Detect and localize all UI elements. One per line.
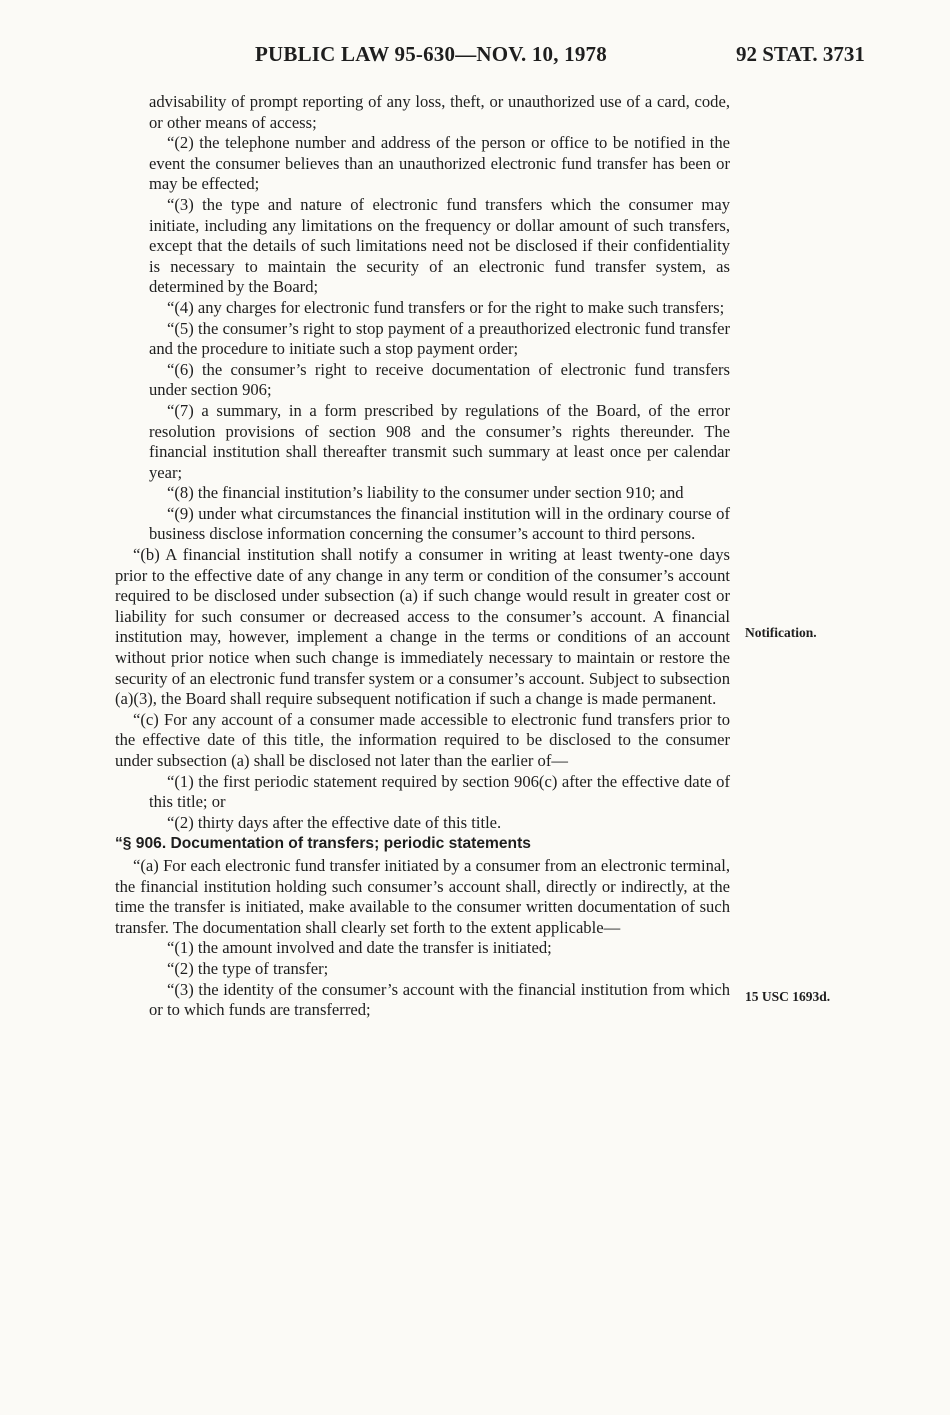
paragraph-a6: “(6) the consumer’s right to receive documentation of electronic fund transfers under section 906; — [149, 359, 730, 400]
paragraph-1-continued: advisability of prompt reporting of any loss, theft, or unauthorized use of a card, code, or other means of access; — [149, 92, 730, 132]
section-906-a: “(a) For each electronic fund transfer initiated by a consumer from an electronic terminal, the financial institution holding such consumer’s account shall, directly or indirectly, at the time the transfer is initiated, make available to the consumer written documentation of such transfer. The documentation shall clearly set forth to the extent applicable— — [115, 855, 730, 937]
paragraph-a4: “(4) any charges for electronic fund transfers or for the right to make such transfers; — [167, 297, 725, 317]
paragraph-906-a1: “(1) the amount involved and date the transfer is initiated; — [167, 938, 552, 958]
paragraph-a8: “(8) the financial institution’s liability to the consumer under section 910; and — [167, 483, 684, 503]
paragraph-906-a2: “(2) the type of transfer; — [167, 958, 329, 978]
statute-page-number: 92 STAT. 3731 — [736, 42, 865, 66]
paragraph-c1: “(1) the first periodic statement required by section 906(c) after the effective date of this title; or — [149, 771, 730, 812]
running-header-title: PUBLIC LAW 95-630—NOV. 10, 1978 — [255, 42, 607, 66]
statute-body — [115, 92, 730, 1021]
paragraph-a7: “(7) a summary, in a form prescribed by regulations of the Board, of the error resolution provisions of section 908 and the consumer’s rights thereunder. The financial institution shall thereafter transmit such summary at least once per calendar year; — [149, 400, 730, 482]
paragraph-906-a3: “(3) the identity of the consumer’s account with the financial institution from which or to which funds are transferred; — [149, 979, 730, 1020]
paragraph-a5: “(5) the consumer’s right to stop payment of a preauthorized electronic fund transfer and the procedure to initiate such a stop payment order; — [149, 318, 730, 359]
subsection-c: “(c) For any account of a consumer made accessible to electronic fund transfers prior to the effective date of this title, the information required to be disclosed to the consumer under subsection (a) shall be disclosed not later than the earlier of— — [115, 709, 730, 770]
subsection-b: “(b) A financial institution shall notify a consumer in writing at least twenty-one days prior to the effective date of any change in any term or condition of the consumer’s account required to be disclosed under subsection (a) if such change would result in greater cost or liability for such consumer or decreased access to the consumer’s account. A financial institution may, however, implement a change in the terms or conditions of an account without prior notice when such change is immediately necessary to maintain or restore the security of an electronic fund transfer system or a consumer’s account. Subject to subsection (a)(3), the Board shall require subsequent notification if such a change is made permanent. — [115, 545, 730, 709]
margin-note-usc: 15 USC 1693d. — [745, 989, 831, 1004]
section-906-heading: “§ 906. Documentation of transfers; periodic statements — [115, 835, 531, 853]
paragraph-c2: “(2) thirty days after the effective date of this title. — [167, 812, 502, 832]
paragraph-a2: “(2) the telephone number and address of the person or office to be notified in the event the consumer believes than an unauthorized electronic fund transfer has been or may be effected; — [149, 133, 730, 194]
paragraph-a3: “(3) the type and nature of electronic fund transfers which the consumer may initiate, including any limitations on the frequency or dollar amount of such transfers, except that the details of such limitations need not be disclosed if their confidentiality is necessary to maintain the security of an electronic fund transfer system, as determined by the Board; — [149, 194, 730, 297]
paragraph-a9: “(9) under what circumstances the financial institution will in the ordinary course of business disclose information concerning the consumer’s account to third persons. — [149, 503, 730, 544]
margin-note-notification: Notification. — [745, 625, 817, 640]
